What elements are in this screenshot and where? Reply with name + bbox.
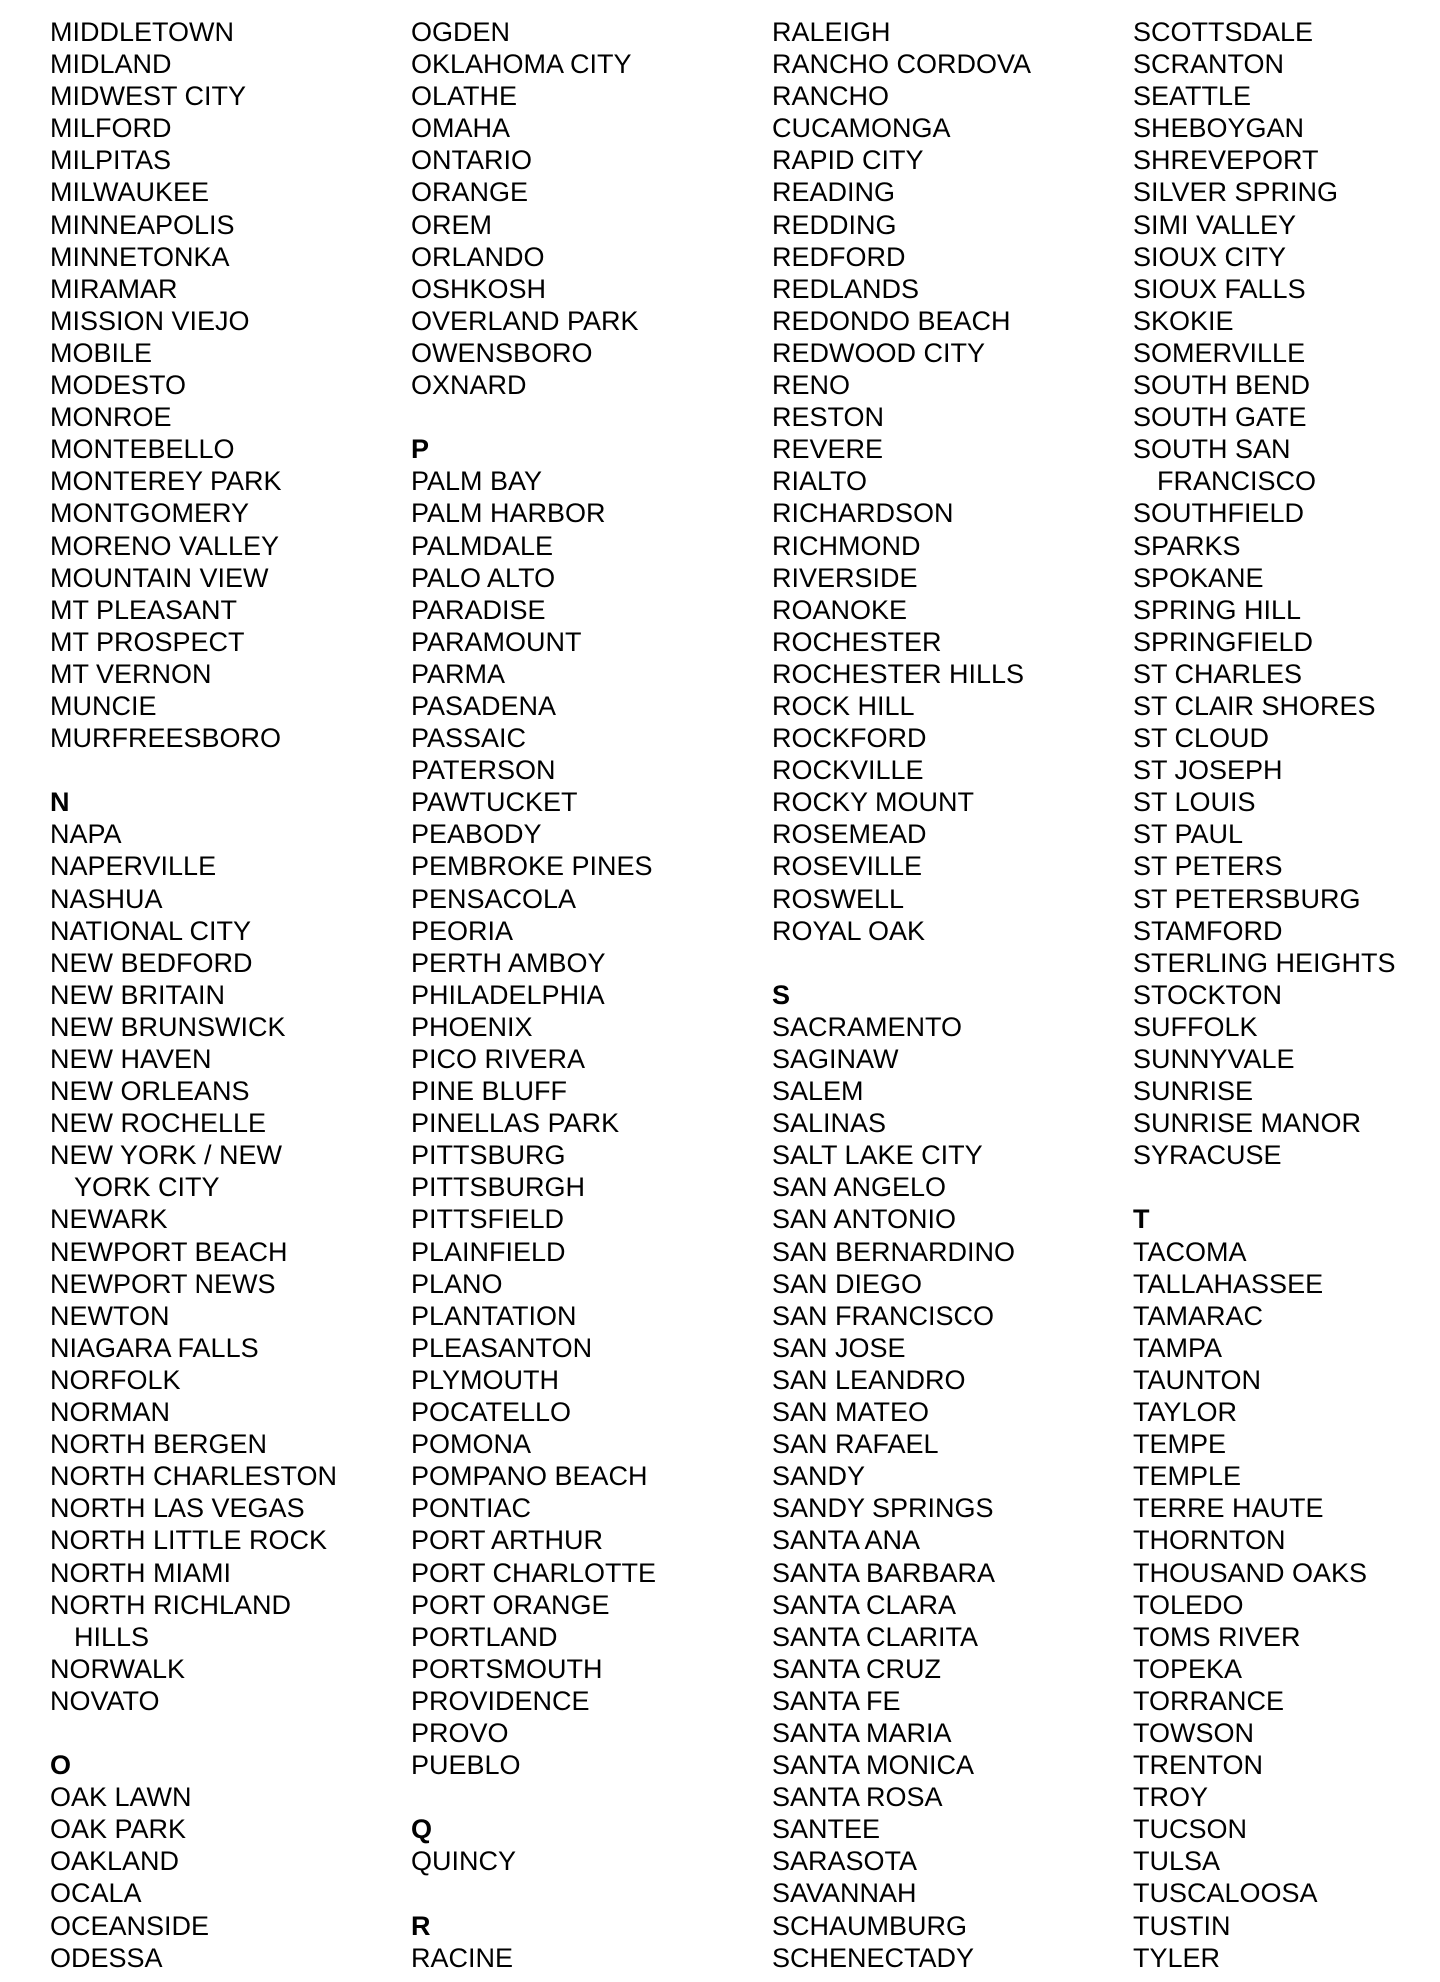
city-name: PARMA	[411, 658, 506, 689]
city-name: STERLING HEIGHTS	[1133, 947, 1396, 978]
city-name: TOWSON	[1133, 1717, 1254, 1748]
city-name: ST JOSEPH	[1133, 755, 1283, 786]
city-name: PITTSBURGH	[411, 1172, 586, 1203]
city-name: PINE BLUFF	[411, 1076, 568, 1107]
city-name: SANTEE	[772, 1814, 881, 1845]
city-name: SACRAMENTO	[772, 1011, 963, 1042]
city-name: SOUTH BEND	[1133, 370, 1311, 401]
city-name: PITTSBURG	[411, 1140, 566, 1171]
city-name: SOMERVILLE	[1133, 337, 1306, 368]
section-spacer	[411, 1877, 656, 1909]
city-name: SALEM	[772, 1076, 864, 1107]
city-name: PALM HARBOR	[411, 498, 606, 529]
city-name: TEMPLE	[1133, 1461, 1242, 1492]
city-name: ST PETERSBURG	[1133, 883, 1361, 914]
city-name: STAMFORD	[1133, 915, 1283, 946]
section-spacer	[411, 401, 656, 433]
city-name: NORTH MIAMI	[50, 1557, 231, 1588]
city-name: PASADENA	[411, 690, 557, 721]
section-spacer	[772, 947, 1031, 979]
city-name: MORENO VALLEY	[50, 530, 280, 561]
city-name: MT PLEASANT	[50, 594, 238, 625]
city-name: PENSACOLA	[411, 883, 577, 914]
section-letter-heading: N	[50, 787, 70, 818]
section-spacer	[50, 1717, 337, 1749]
city-name: SHEBOYGAN	[1133, 113, 1305, 144]
city-name: ROCK HILL	[772, 690, 915, 721]
city-name: NATIONAL CITY	[50, 915, 252, 946]
city-name: NEW ROCHELLE	[50, 1108, 267, 1139]
city-name: NAPERVILLE	[50, 851, 217, 882]
city-name: SALT LAKE CITY	[772, 1140, 983, 1171]
city-name: SOUTHFIELD	[1133, 498, 1305, 529]
city-name: TEMPE	[1133, 1429, 1227, 1460]
city-name: THOUSAND OAKS	[1133, 1557, 1368, 1588]
city-name: NEW BRUNSWICK	[50, 1011, 286, 1042]
city-column-4	[1133, 16, 1396, 1974]
city-name: PLANTATION	[411, 1300, 577, 1331]
city-name: ROYAL OAK	[772, 915, 926, 946]
city-name: READING	[772, 177, 896, 208]
city-name: MOBILE	[50, 337, 153, 368]
city-name: ROCKVILLE	[772, 755, 924, 786]
city-name: NORMAN	[50, 1397, 170, 1428]
city-name: SAN RAFAEL	[772, 1429, 939, 1460]
city-name: OGDEN	[411, 17, 511, 47]
city-name-continuation: YORK CITY	[74, 1172, 220, 1203]
city-name: QUINCY	[411, 1846, 517, 1877]
city-name: ROSEMEAD	[772, 819, 927, 850]
city-name: PONTIAC	[411, 1493, 532, 1524]
city-name: NEWPORT BEACH	[50, 1236, 288, 1267]
city-name: PORT ARTHUR	[411, 1525, 604, 1556]
city-name: ONTARIO	[411, 145, 532, 176]
city-name: SUFFOLK	[1133, 1011, 1258, 1042]
section-letter-heading: R	[411, 1910, 431, 1941]
city-name: SKOKIE	[1133, 305, 1234, 336]
city-name: ROCHESTER	[772, 626, 942, 657]
city-name: OREM	[411, 209, 492, 240]
city-name: POMONA	[411, 1429, 532, 1460]
city-name: TOLEDO	[1133, 1589, 1244, 1620]
city-name: OKLAHOMA CITY	[411, 49, 632, 80]
city-name: NORTH LAS VEGAS	[50, 1493, 305, 1524]
city-name: NEW YORK / NEW	[50, 1140, 283, 1171]
city-name: PICO RIVERA	[411, 1044, 586, 1074]
section-letter-heading: S	[772, 979, 791, 1010]
city-name: TRENTON	[1133, 1750, 1264, 1781]
city-name: PATERSON	[411, 755, 556, 786]
city-name: TOMS RIVER	[1133, 1621, 1301, 1652]
city-name: PORT ORANGE	[411, 1589, 610, 1620]
city-name: PHILADELPHIA	[411, 979, 605, 1010]
city-name: MONROE	[50, 402, 172, 433]
city-name: PITTSFIELD	[411, 1204, 565, 1235]
city-name: ODESSA	[50, 1942, 163, 1973]
city-name: MIDLAND	[50, 49, 172, 80]
city-name-continuation: FRANCISCO	[1157, 466, 1317, 497]
city-name: NIAGARA FALLS	[50, 1332, 259, 1363]
city-name: PLYMOUTH	[411, 1364, 560, 1395]
city-name: SOUTH SAN	[1133, 434, 1291, 465]
city-name: TULSA	[1133, 1846, 1221, 1877]
city-name: SUNNYVALE	[1133, 1044, 1295, 1074]
city-name: NORTH CHARLESTON	[50, 1461, 338, 1492]
city-name: NORTH RICHLAND	[50, 1589, 292, 1620]
city-name: ROSWELL	[772, 883, 905, 914]
city-name: SAN MATEO	[772, 1397, 930, 1428]
city-name: ROCHESTER HILLS	[772, 658, 1025, 689]
city-name: OMAHA	[411, 113, 511, 144]
city-name: TOPEKA	[1133, 1653, 1243, 1684]
city-name: PLANO	[411, 1268, 503, 1299]
city-name: MINNETONKA	[50, 241, 230, 272]
city-name: SARASOTA	[772, 1846, 918, 1877]
city-name: SIMI VALLEY	[1133, 209, 1297, 240]
city-name: REVERE	[772, 434, 884, 465]
city-name: SAN LEANDRO	[772, 1364, 966, 1395]
city-name: SAN DIEGO	[772, 1268, 923, 1299]
city-name: PEABODY	[411, 819, 542, 850]
city-name: TAMARAC	[1133, 1300, 1264, 1331]
city-name: TUSCALOOSA	[1133, 1878, 1318, 1909]
city-name: NORFOLK	[50, 1364, 181, 1395]
city-name: SANDY SPRINGS	[772, 1493, 994, 1524]
city-name-continuation: HILLS	[74, 1621, 150, 1652]
city-name: SAN BERNARDINO	[772, 1236, 1016, 1267]
city-name: RICHMOND	[772, 530, 921, 561]
city-name: TORRANCE	[1133, 1685, 1285, 1716]
city-name: TUCSON	[1133, 1814, 1247, 1845]
city-name: PORTLAND	[411, 1621, 558, 1652]
city-name: MILFORD	[50, 113, 172, 144]
city-name: MT VERNON	[50, 658, 212, 689]
city-name: SUNRISE	[1133, 1076, 1254, 1107]
city-name: MODESTO	[50, 370, 187, 401]
city-name: ORANGE	[411, 177, 529, 208]
city-name: TALLAHASSEE	[1133, 1268, 1324, 1299]
city-name: PLEASANTON	[411, 1332, 593, 1363]
city-name: SEATTLE	[1133, 81, 1252, 112]
city-name: PINELLAS PARK	[411, 1108, 620, 1139]
city-name: SANTA MARIA	[772, 1717, 952, 1748]
city-name: OCALA	[50, 1878, 142, 1909]
city-name: TAMPA	[1133, 1332, 1223, 1363]
city-name: OVERLAND PARK	[411, 305, 639, 336]
city-name: NEW ORLEANS	[50, 1076, 250, 1107]
city-name: SCHAUMBURG	[772, 1910, 968, 1941]
section-letter-heading: P	[411, 434, 430, 465]
section-letter-heading: O	[50, 1750, 72, 1781]
city-name: OXNARD	[411, 370, 527, 401]
city-name: SPOKANE	[1133, 562, 1264, 593]
city-name: NASHUA	[50, 883, 163, 914]
city-name: SANTA CRUZ	[772, 1653, 942, 1684]
city-name: REDONDO BEACH	[772, 305, 1011, 336]
city-name: TERRE HAUTE	[1133, 1493, 1324, 1524]
city-name: SANTA MONICA	[772, 1750, 975, 1781]
city-name: OAK PARK	[50, 1814, 187, 1845]
city-name: ROCKFORD	[772, 723, 927, 754]
city-name: RALEIGH	[772, 17, 891, 47]
city-name: OAKLAND	[50, 1846, 180, 1877]
city-name: PASSAIC	[411, 723, 527, 754]
city-name: SANTA CLARITA	[772, 1621, 979, 1652]
city-name: ST LOUIS	[1133, 787, 1256, 818]
city-name: SANTA ROSA	[772, 1782, 943, 1813]
city-name: REDDING	[772, 209, 897, 240]
city-name: REDFORD	[772, 241, 906, 272]
city-name: TAYLOR	[1133, 1397, 1238, 1428]
city-name: MONTEBELLO	[50, 434, 235, 465]
city-name: SPRINGFIELD	[1133, 626, 1314, 657]
city-name: PORTSMOUTH	[411, 1653, 603, 1684]
city-name: SIOUX FALLS	[1133, 273, 1306, 304]
city-name: POCATELLO	[411, 1397, 572, 1428]
city-name: RANCHO	[772, 81, 890, 112]
section-letter-heading: Q	[411, 1814, 433, 1845]
city-name: SCRANTON	[1133, 49, 1285, 80]
city-name: NEWARK	[50, 1204, 168, 1235]
section-spacer	[50, 754, 337, 786]
city-name: TAUNTON	[1133, 1364, 1261, 1395]
city-name: NORTH BERGEN	[50, 1429, 268, 1460]
city-column-2	[411, 16, 656, 1974]
city-name: OCEANSIDE	[50, 1910, 210, 1941]
city-name: MONTGOMERY	[50, 498, 250, 529]
city-name: ROCKY MOUNT	[772, 787, 975, 818]
city-name: SPRING HILL	[1133, 594, 1302, 625]
city-name: MIDWEST CITY	[50, 81, 247, 112]
city-name: TROY	[1133, 1782, 1209, 1813]
city-name: PARADISE	[411, 594, 546, 625]
city-name: MINNEAPOLIS	[50, 209, 235, 240]
city-name: MOUNTAIN VIEW	[50, 562, 269, 593]
city-name: PLAINFIELD	[411, 1236, 566, 1267]
city-name: TACOMA	[1133, 1236, 1247, 1267]
city-name: SANTA ANA	[772, 1525, 921, 1556]
city-name: STOCKTON	[1133, 979, 1283, 1010]
city-name: MT PROSPECT	[50, 626, 245, 657]
city-name: MURFREESBORO	[50, 723, 282, 754]
city-column-1	[50, 16, 337, 1974]
city-name: PAWTUCKET	[411, 787, 578, 818]
city-name: PERTH AMBOY	[411, 947, 606, 978]
city-name: ST PETERS	[1133, 851, 1283, 882]
city-name: PEORIA	[411, 915, 514, 946]
city-name: NEW BRITAIN	[50, 979, 225, 1010]
city-name: SHREVEPORT	[1133, 145, 1319, 176]
city-name: OWENSBORO	[411, 337, 593, 368]
city-name: MONTEREY PARK	[50, 466, 282, 497]
city-name: ST PAUL	[1133, 819, 1244, 850]
city-name: SCHENECTADY	[772, 1942, 975, 1973]
city-name: RENO	[772, 370, 851, 401]
city-name: SAN JOSE	[772, 1332, 906, 1363]
city-name: PARAMOUNT	[411, 626, 582, 657]
city-name: NAPA	[50, 819, 122, 850]
city-name: NEW BEDFORD	[50, 947, 253, 978]
section-spacer	[411, 1781, 656, 1813]
city-name: NORTH LITTLE ROCK	[50, 1525, 328, 1556]
city-name: OLATHE	[411, 81, 518, 112]
city-name: PROVO	[411, 1717, 509, 1748]
city-name: PORT CHARLOTTE	[411, 1557, 657, 1588]
city-name: SALINAS	[772, 1108, 887, 1139]
city-name: ROANOKE	[772, 594, 908, 625]
city-name: RESTON	[772, 402, 885, 433]
city-name: ORLANDO	[411, 241, 545, 272]
city-name: NEW HAVEN	[50, 1044, 212, 1074]
city-name: OSHKOSH	[411, 273, 547, 304]
city-name: THORNTON	[1133, 1525, 1286, 1556]
city-name: PUEBLO	[411, 1750, 521, 1781]
city-name: POMPANO BEACH	[411, 1461, 648, 1492]
city-name: RIVERSIDE	[772, 562, 918, 593]
city-name: REDLANDS	[772, 273, 920, 304]
city-name: SCOTTSDALE	[1133, 17, 1314, 47]
city-name: SAGINAW	[772, 1044, 899, 1074]
city-name: RIALTO	[772, 466, 868, 497]
city-name: PALM BAY	[411, 466, 543, 497]
city-name: RACINE	[411, 1942, 514, 1973]
section-spacer	[1133, 1171, 1396, 1203]
city-name: SUNRISE MANOR	[1133, 1108, 1362, 1139]
city-name: PROVIDENCE	[411, 1685, 590, 1716]
city-name: NEWPORT NEWS	[50, 1268, 276, 1299]
city-name: NEWTON	[50, 1300, 170, 1331]
city-name: ROSEVILLE	[772, 851, 923, 882]
city-name: SANDY	[772, 1461, 866, 1492]
city-name: ST CLOUD	[1133, 723, 1270, 754]
city-name: RANCHO CORDOVA	[772, 49, 1032, 80]
city-name: SIOUX CITY	[1133, 241, 1287, 272]
city-name: MILWAUKEE	[50, 177, 210, 208]
city-name: SANTA CLARA	[772, 1589, 957, 1620]
city-name: MIRAMAR	[50, 273, 178, 304]
city-name: NOVATO	[50, 1685, 160, 1716]
city-name: REDWOOD CITY	[772, 337, 985, 368]
city-name: TYLER	[1133, 1942, 1221, 1973]
city-name: PHOENIX	[411, 1011, 533, 1042]
city-name: OAK LAWN	[50, 1782, 192, 1813]
city-name: SANTA BARBARA	[772, 1557, 996, 1588]
city-name: SILVER SPRING	[1133, 177, 1339, 208]
city-name: MISSION VIEJO	[50, 305, 250, 336]
city-name: PALO ALTO	[411, 562, 556, 593]
city-name: RAPID CITY	[772, 145, 924, 176]
city-name: RICHARDSON	[772, 498, 954, 529]
city-name: SOUTH GATE	[1133, 402, 1307, 433]
city-name: SAVANNAH	[772, 1878, 917, 1909]
city-name: PALMDALE	[411, 530, 554, 561]
section-letter-heading: T	[1133, 1204, 1150, 1235]
city-name: ST CHARLES	[1133, 658, 1303, 689]
city-name: SYRACUSE	[1133, 1140, 1282, 1171]
city-name: PEMBROKE PINES	[411, 851, 653, 882]
city-name: SANTA FE	[772, 1685, 901, 1716]
city-name: SAN ANTONIO	[772, 1204, 957, 1235]
city-name: SPARKS	[1133, 530, 1241, 561]
city-name: MIDDLETOWN	[50, 17, 235, 47]
city-name: SAN ANGELO	[772, 1172, 947, 1203]
city-name: SAN FRANCISCO	[772, 1300, 995, 1331]
city-name: TUSTIN	[1133, 1910, 1231, 1941]
city-name: CUCAMONGA	[772, 113, 951, 144]
city-column-3	[772, 16, 1031, 1974]
city-name: MUNCIE	[50, 690, 157, 721]
city-name: MILPITAS	[50, 145, 172, 176]
city-name: NORWALK	[50, 1653, 186, 1684]
city-name: ST CLAIR SHORES	[1133, 690, 1376, 721]
